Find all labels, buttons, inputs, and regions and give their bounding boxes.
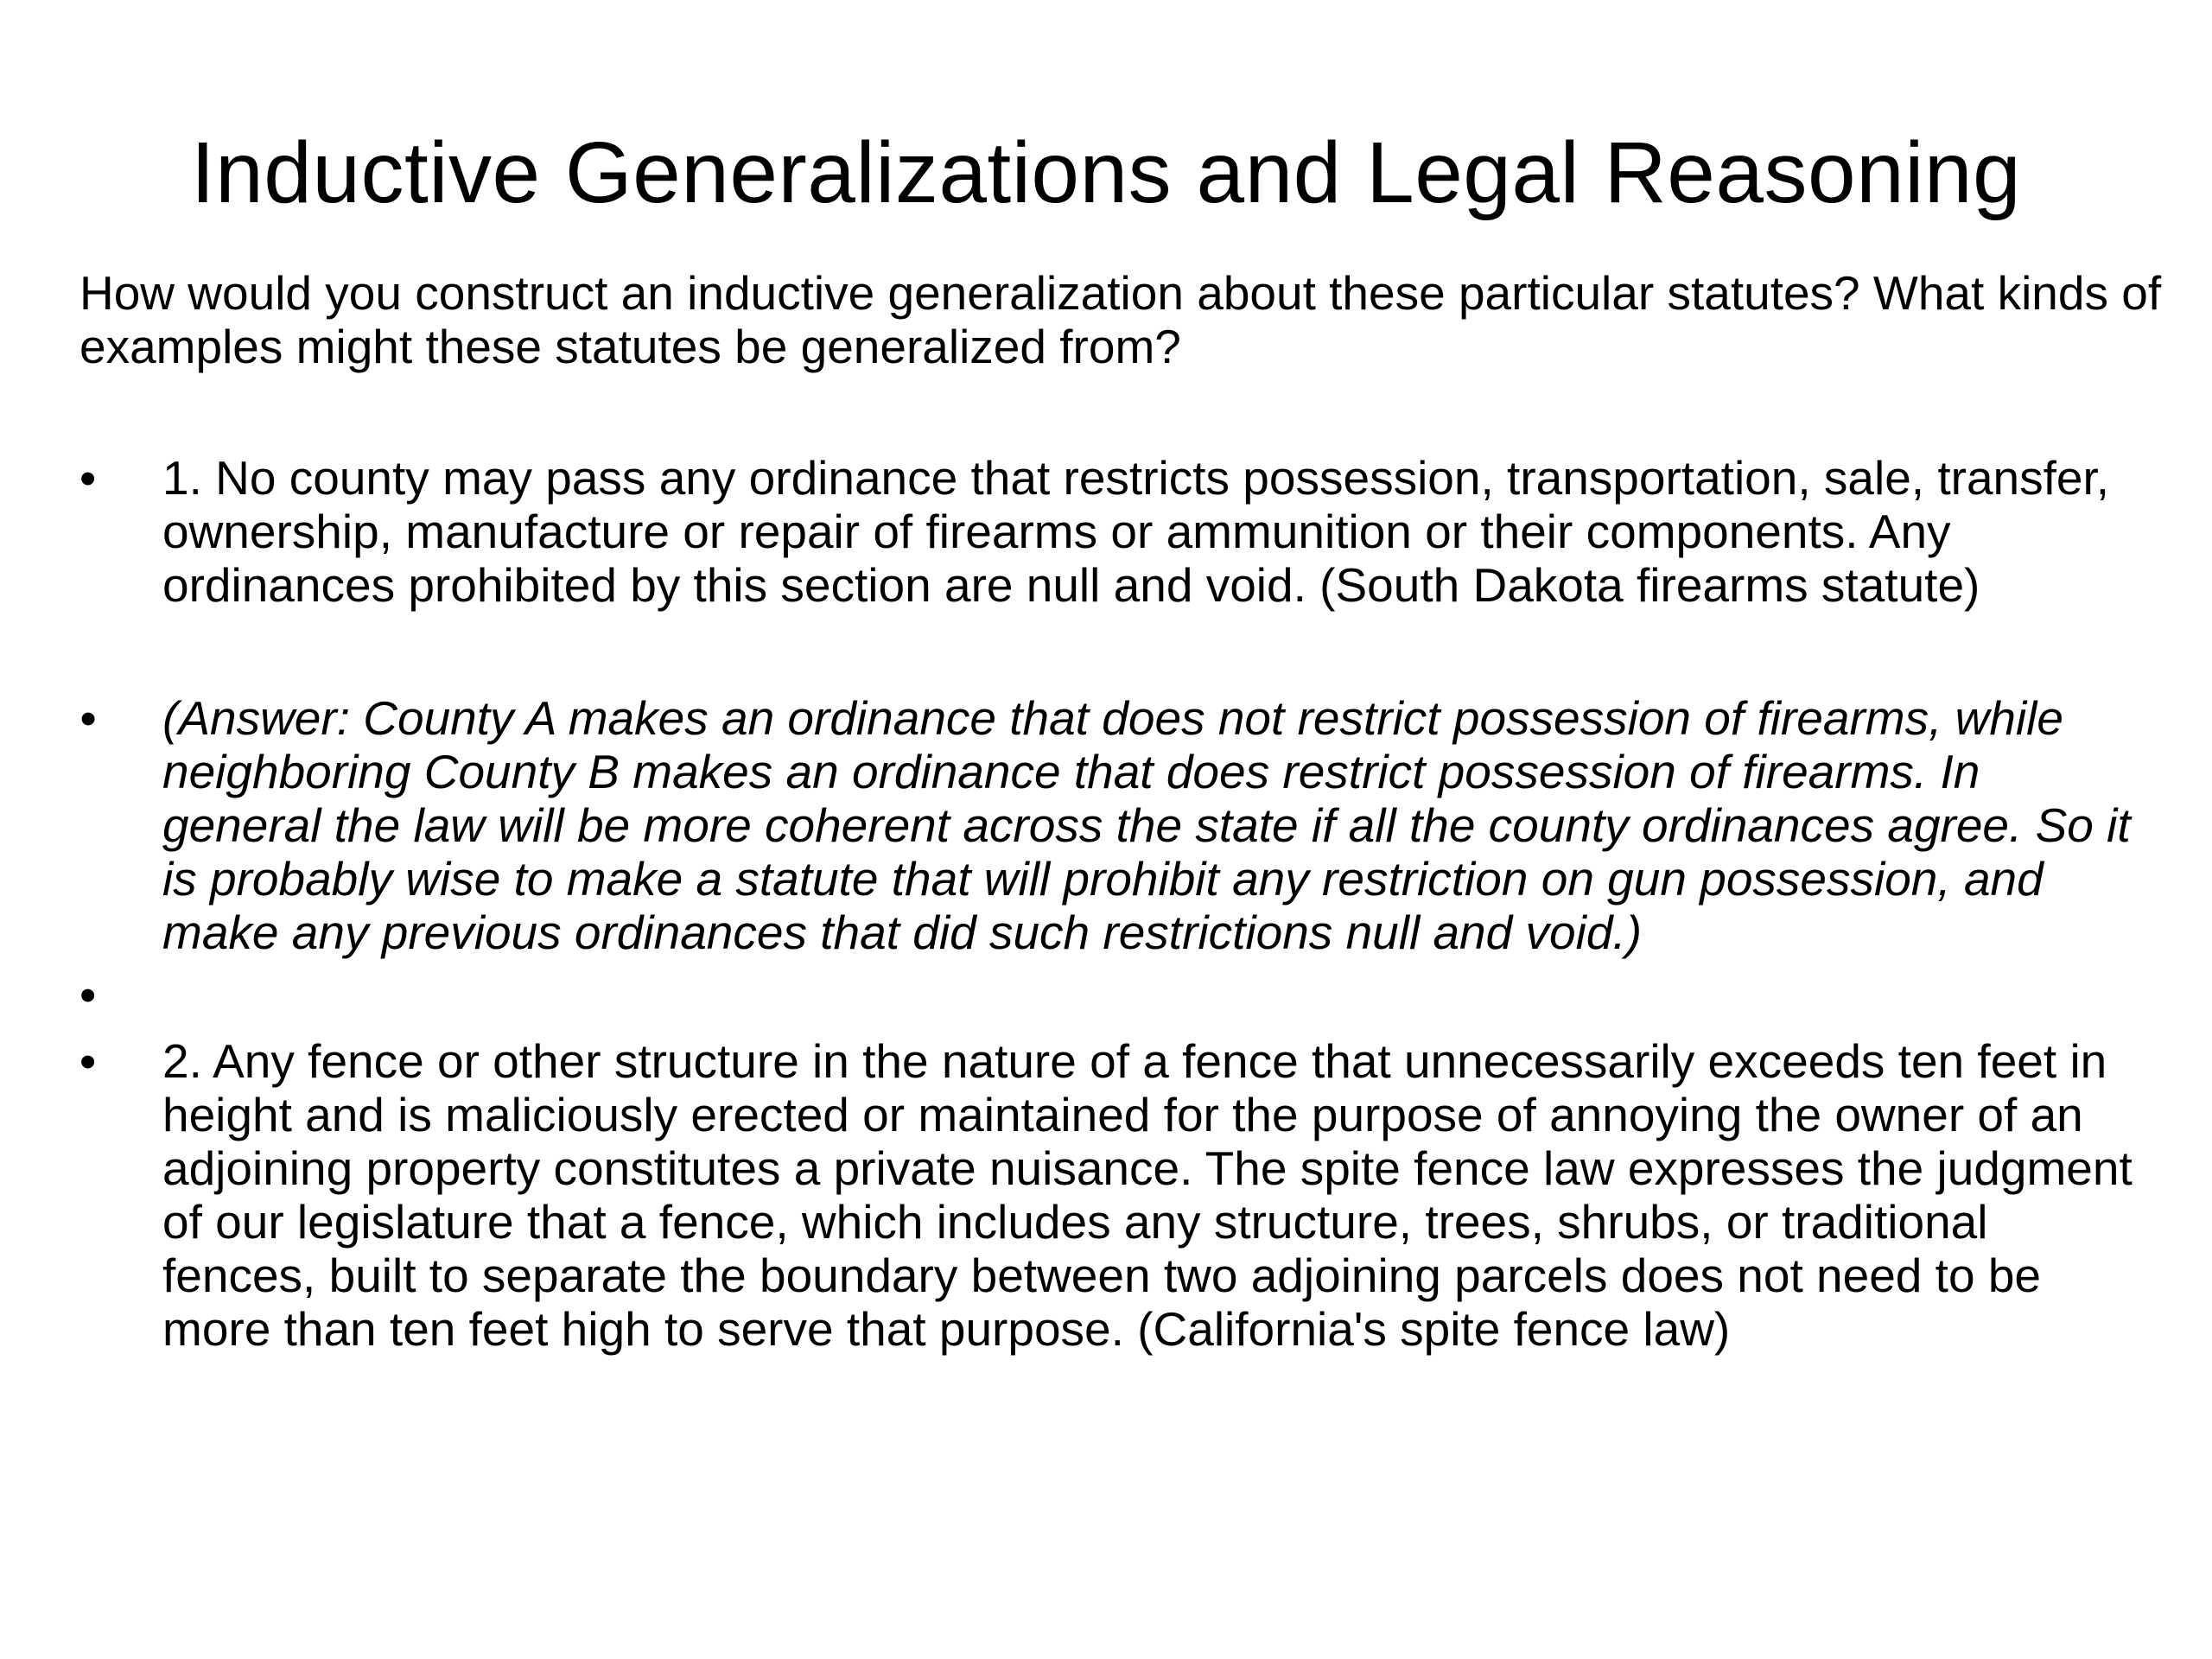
bullet-icon: • bbox=[79, 1034, 97, 1088]
bullet-item-answer bbox=[0, 691, 2150, 959]
bullet-item-empty bbox=[0, 968, 2150, 1021]
bullet-icon: • bbox=[79, 691, 97, 745]
bullet-text: 1. No county may pass any ordinance that restricts possession, transportation, sale, transfer, ownership, manufacture or repair of firearms or ammunition or their components. Any ordinances prohibited by this section are null and void. (South Dakota firearms statute) bbox=[162, 451, 2110, 612]
bullet-item-spite-fence-law bbox=[0, 1034, 2150, 1356]
bullet-text: (Answer: County A makes an ordinance that does not restrict possession of firearms, while neighboring County B makes an ordinance that does restrict possession of firearms. In general the law will be more coherent across the state if all the county ordinances agree. So it is probably wise to make a statute that will prohibit any restriction on gun possession, and make any previous ordinances that did such restrictions null and void.) bbox=[162, 691, 2131, 959]
slide-title: Inductive Generalizations and Legal Reasoning bbox=[190, 124, 2022, 221]
bullet-icon: • bbox=[79, 968, 97, 1021]
bullet-list bbox=[0, 451, 2212, 1356]
bullet-icon: • bbox=[79, 451, 97, 505]
bullet-item-firearms-statute bbox=[0, 451, 2150, 612]
bullet-text: 2. Any fence or other structure in the nature of a fence that unnecessarily exceeds ten feet in height and is maliciously erected or maintained for the purpose of annoying the owner of an adjoining property constitutes a private nuisance. The spite fence law expresses the judgment of our legislature that a fence, which includes any structure, trees, shrubs, or traditional fences, built to separate the boundary between two adjoining parcels does not need to be more than ten feet high to serve that purpose. (California's spite fence law) bbox=[162, 1034, 2133, 1356]
intro-question: How would you construct an inductive generalization about these particular statutes? What kinds of examples might these statutes be generalized from? bbox=[79, 266, 2162, 373]
